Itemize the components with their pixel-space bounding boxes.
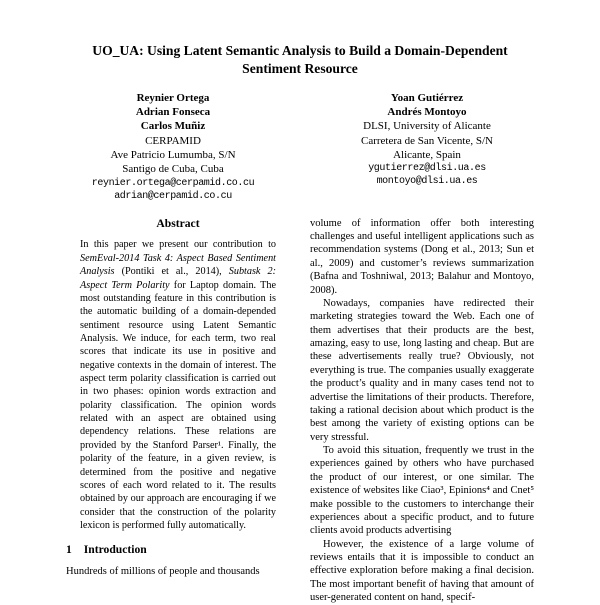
- right-column: [310, 217, 534, 605]
- section-title: Introduction: [83, 543, 147, 557]
- left-column: [66, 217, 290, 605]
- body-paragraph: volume of information offer both interesting challenges and useful intelligent applications such as recommendation systems (Dong et al., 2013; Sun et al., 2009) and customer’s reviews summarization (Bafna and Toshniwal, 2013; Balahur and Montoyo, 2008).: [310, 217, 534, 296]
- abstract-task-italic: SemEval-2014 Task 4: Aspect Based Sentiment Analysis: [80, 252, 276, 278]
- author-affiliation-line: Santigo de Cuba, Cuba: [122, 163, 224, 176]
- author-email: montoyo@dlsi.ua.es: [376, 176, 478, 188]
- abstract-body: [66, 238, 290, 532]
- body-paragraph: However, the existence of a large volume of reviews entails that it is impossible to conduct an effective exploration before making a final decision. The most important benefit of having that amount of user-generated content on hand, specif-: [310, 538, 534, 604]
- author-block-cerpamid: [64, 91, 282, 203]
- section-heading-introduction: [66, 543, 290, 558]
- introduction-first-line: Hundreds of millions of people and thousands: [66, 566, 260, 578]
- author-blocks: [0, 91, 600, 203]
- abstract-text: for Laptop domain. The most outstanding feature in this contribution is the automatic building of a domain-depended sentiment resource using Latent Semantic Analysis. We induce, for each term, two real scores that indicate its use in positive and negative contexts in the domain of interest. The aspect term polarity classification is carried out in two phases: opinion words extraction and polarity classification. The opinion words related with an aspect are obtained using dependency relations. These relations are provided by the Stanford Parser¹. Finally, the polarity of the feature, in a given review, is determined from the positive and negative scores of each word related to it. The results obtained by our approach are encouraging if we consider that the construction of the polarity lexicon is performed fully automatically.: [80, 279, 276, 531]
- author-affiliation-line: Alicante, Spain: [393, 149, 461, 162]
- author-affiliation-line: Ave Patricio Lumumba, S/N: [110, 149, 236, 162]
- section-number: 1: [66, 543, 72, 557]
- author-block-dlsi: [318, 91, 536, 203]
- author-affiliation-line: Carretera de San Vicente, S/N: [360, 134, 493, 147]
- two-column-body: [0, 217, 600, 605]
- author-name: Yoan Gutiérrez: [390, 91, 464, 104]
- author-email: adrian@cerpamid.co.cu: [114, 190, 232, 202]
- author-name: Carlos Muñiz: [140, 120, 206, 133]
- author-name: Adrian Fonseca: [135, 106, 211, 119]
- author-name: Andrés Montoyo: [387, 106, 467, 119]
- abstract-subtask-italic: Subtask 2: Aspect Term Polarity: [80, 266, 276, 291]
- abstract-paragraph: [80, 238, 276, 532]
- author-email: reynier.ortega@cerpamid.co.cu: [91, 177, 255, 189]
- author-email: ygutierrez@dlsi.ua.es: [368, 163, 486, 175]
- body-paragraph: To avoid this situation, frequently we trust in the experiences gained by others who have purchased the product of our interest, or one similar. The existence of websites like Ciao³, Epinions⁴ and Cnet⁵ make possible to the customers to interchange their experiences about a specific product, and to future clients avoid products advertising: [310, 445, 534, 537]
- author-name: Reynier Ortega: [136, 91, 210, 104]
- abstract-heading: Abstract: [156, 216, 200, 230]
- body-paragraph: Nowadays, companies have redirected their marketing strategies toward the Web. Each one of them advertises that their products are the best, amazing, easy to use, long lasting and cheap. But are these advertisements really true? Obviously, not everything is true. The companies usually exaggerate the product’s quality and in many cases tend not to advertise the limitations of their products. Therefore, taking a rational decision about which product is the best among the variety of existing options can be very stressful.: [310, 297, 534, 443]
- abstract-citation: (Pontiki et al., 2014),: [114, 266, 229, 278]
- author-affiliation-line: DLSI, University of Alicante: [363, 120, 491, 133]
- abstract-text: In this paper we present our contribution to: [80, 239, 276, 251]
- author-affiliation-line: CERPAMID: [145, 134, 201, 147]
- paper-title: UO_UA: Using Latent Semantic Analysis to Build a Domain-Dependent Sentiment Resource: [92, 43, 508, 76]
